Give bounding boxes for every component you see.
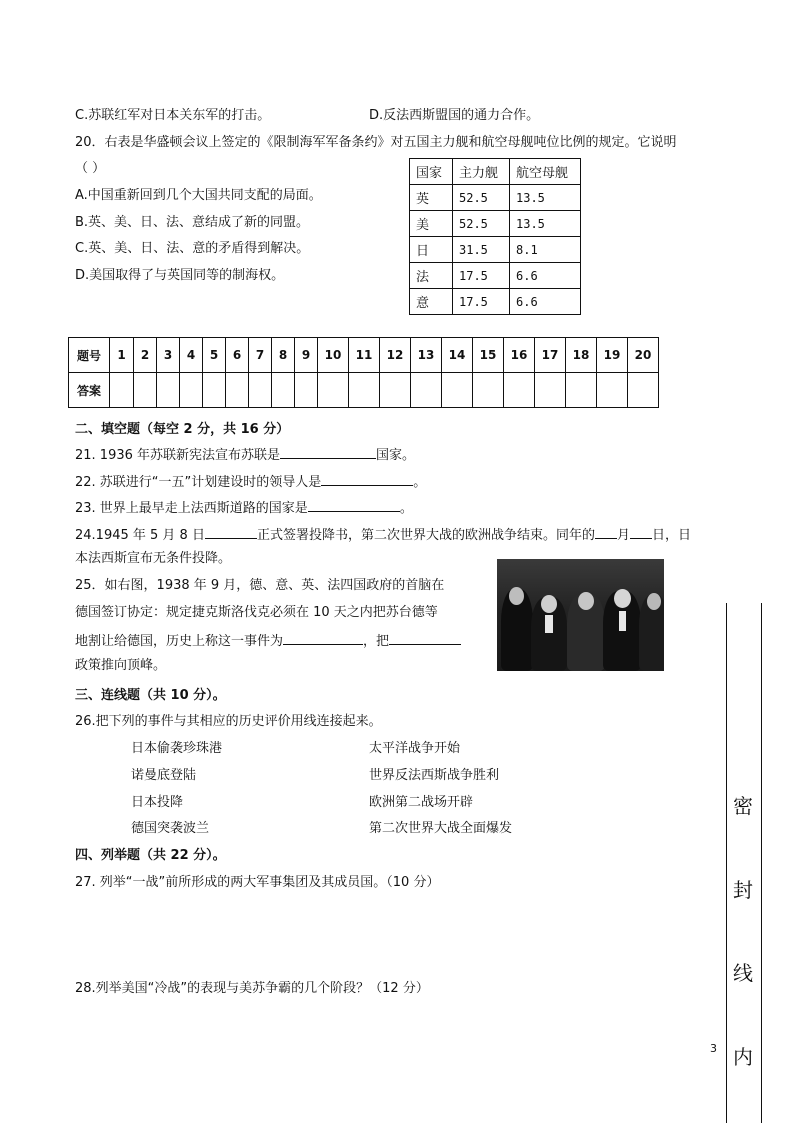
answer-grid-number-cell: 19 [597,338,628,373]
answer-grid-answer-cell[interactable] [180,373,203,408]
table-cell: 法 [410,263,453,289]
answer-grid [68,337,659,408]
answer-grid-answer-cell[interactable] [295,373,318,408]
answer-grid-number-cell: 20 [628,338,659,373]
table-cell: 6.6 [510,263,581,289]
answer-grid-number-cell: 1 [110,338,134,373]
q25-line3 [75,630,461,651]
q20-option-d: D.美国取得了与英国同等的制海权。 [75,268,285,283]
match-right-item[interactable]: 第二次世界大战全面爆发 [369,821,513,836]
q26-text: 26.把下列的事件与其相应的历史评价用线连接起来。 [75,714,382,729]
answer-grid-answer-cell[interactable] [628,373,659,408]
q24-text: 24.1945 年 5 月 8 日 [75,528,205,543]
answer-grid-number-cell: 7 [249,338,272,373]
q24-day-label: 日，日 [652,528,692,543]
table-row [410,211,581,237]
q20-option-c: C.英、美、日、法、意的矛盾得到解决。 [75,241,310,256]
q24-text-mid: 正式签署投降书，第二次世界大战的欧洲战争结束。同年的 [256,528,595,543]
answer-grid-number-cell: 16 [504,338,535,373]
table-row [410,263,581,289]
q19-option-c: C.苏联红军对日本关东军的打击。 [75,108,271,123]
match-left-item[interactable]: 日本投降 [131,795,184,810]
seal-char: 线 [733,961,753,985]
answer-grid-answer-cell[interactable] [157,373,180,408]
answer-grid-answer-cell[interactable] [566,373,597,408]
q20-option-b: B.英、美、日、法、意结成了新的同盟。 [75,215,310,230]
table-cell: 17.5 [453,263,510,289]
table-row [410,289,581,315]
match-left-item[interactable]: 日本偷袭珍珠港 [131,741,223,756]
q21-text: 21. 1936 年苏联新宪法宣布苏联是 [75,448,281,463]
q21-suffix: 国家。 [376,448,416,463]
q25-line2: 德国签订协定：规定捷克斯洛伐克必须在 10 天之内把苏台德等 [75,605,438,620]
answer-grid-answer-cell[interactable] [380,373,411,408]
answer-grid-number-cell: 18 [566,338,597,373]
q24-blank-day[interactable] [630,524,652,539]
table-cell: 日 [410,237,453,263]
answer-grid-answer-cell[interactable] [411,373,442,408]
match-right-item[interactable]: 太平洋战争开始 [369,741,461,756]
binding-line-left [726,603,727,1123]
q22-suffix: 。 [413,475,427,490]
answer-grid-number-cell: 11 [349,338,380,373]
answer-grid-answer-cell[interactable] [504,373,535,408]
match-left-item[interactable]: 诺曼底登陆 [131,768,197,783]
q19-option-d: D.反法西斯盟国的通力合作。 [369,108,540,123]
answer-grid-number-cell: 5 [203,338,226,373]
q23 [75,497,413,518]
q23-text: 23. 世界上最早走上法西斯道路的国家是 [75,501,308,516]
match-right-item[interactable]: 世界反法西斯战争胜利 [369,768,500,783]
answer-grid-answer-cell[interactable] [134,373,157,408]
answer-grid-number-cell: 4 [180,338,203,373]
q20-answer-paren: （ ） [75,161,106,176]
q24-line2: 本法西斯宣布无条件投降。 [75,551,232,566]
q23-blank[interactable] [308,497,400,512]
seal-char: 封 [733,878,753,902]
table-header-row [410,159,581,185]
answer-grid-answer-cell[interactable] [272,373,295,408]
answer-grid-number-row [69,338,659,373]
answer-grid-number-cell: 9 [295,338,318,373]
table-row [410,185,581,211]
table-header-cell: 国家 [410,159,453,185]
munich-agreement-photo [497,559,664,671]
table-header-cell: 主力舰 [453,159,510,185]
match-left-item[interactable]: 德国突袭波兰 [131,821,210,836]
seal-char: 密 [733,794,753,818]
answer-grid-answer-cell[interactable] [203,373,226,408]
answer-grid-answer-cell[interactable] [535,373,566,408]
answer-grid-number-cell: 2 [134,338,157,373]
answer-grid-number-cell: 17 [535,338,566,373]
naval-ratio-table [409,158,581,315]
binding-line-right [761,603,762,1123]
section-matching-title: 三、连线题（共 10 分）。 [75,688,226,703]
q20-option-a: A.中国重新回到几个大国共同支配的局面。 [75,188,322,203]
table-cell: 美 [410,211,453,237]
page-number: 3 [710,1042,717,1055]
q21-blank[interactable] [280,444,376,459]
answer-grid-number-cell: 14 [442,338,473,373]
answer-grid-answer-cell[interactable] [597,373,628,408]
table-row [410,237,581,263]
table-cell: 6.6 [510,289,581,315]
answer-grid-answer-cell[interactable] [473,373,504,408]
answer-grid-row-label: 题号 [69,338,110,373]
answer-grid-answer-cell[interactable] [349,373,380,408]
q24-line1 [75,524,691,545]
q24-blank-country[interactable] [205,524,257,539]
table-cell: 意 [410,289,453,315]
answer-grid-answer-cell[interactable] [249,373,272,408]
q27-text: 27. 列举“一战”前所形成的两大军事集团及其成员国。（10 分） [75,875,440,890]
q22-blank[interactable] [321,471,413,486]
answer-grid-number-cell: 12 [380,338,411,373]
q25-line4: 政策推向顶峰。 [75,658,167,673]
q25-line1: 25．如右图，1938 年 9 月，德、意、英、法四国政府的首脑在 [75,578,445,593]
answer-grid-answer-cell[interactable] [442,373,473,408]
answer-grid-answer-cell[interactable] [110,373,134,408]
q25-blank-event[interactable] [283,630,363,645]
table-cell: 13.5 [510,185,581,211]
q25-blank-policy[interactable] [389,630,461,645]
table-cell: 17.5 [453,289,510,315]
answer-grid-answer-cell[interactable] [226,373,249,408]
answer-grid-answer-row [69,373,659,408]
answer-grid-number-cell: 13 [411,338,442,373]
q22-text: 22. 苏联进行“一五”计划建设时的领导人是 [75,475,322,490]
q28-text: 28.列举美国“冷战”的表现与美苏争霸的几个阶段？（12 分） [75,981,429,996]
table-cell: 英 [410,185,453,211]
answer-grid-number-cell: 3 [157,338,180,373]
match-right-item[interactable]: 欧洲第二战场开辟 [369,795,474,810]
table-cell: 13.5 [510,211,581,237]
answer-grid-row-label: 答案 [69,373,110,408]
q25-text-mid: ，把 [363,634,390,649]
table-cell: 52.5 [453,185,510,211]
answer-grid-answer-cell[interactable] [318,373,349,408]
q25-text: 地割让给德国，历史上称这一事件为 [75,634,284,649]
answer-grid-number-cell: 10 [318,338,349,373]
q21 [75,444,415,465]
table-cell: 8.1 [510,237,581,263]
seal-char: 内 [733,1045,753,1069]
section-listing-title: 四、列举题（共 22 分）。 [75,848,226,863]
section-fill-in-title: 二、填空题（每空 2 分，共 16 分） [75,422,290,437]
q24-month-label: 月 [616,528,630,543]
q22 [75,471,426,492]
table-header-cell: 航空母舰 [510,159,581,185]
answer-grid-number-cell: 6 [226,338,249,373]
answer-grid-number-cell: 15 [473,338,504,373]
q24-blank-month[interactable] [595,524,617,539]
q23-suffix: 。 [399,501,413,516]
q20-stem: 20．右表是华盛顿会议上签定的《限制海军军备条约》对五国主力舰和航空母舰吨位比例的规定。它说明 [75,135,677,150]
table-cell: 31.5 [453,237,510,263]
table-cell: 52.5 [453,211,510,237]
answer-grid-number-cell: 8 [272,338,295,373]
